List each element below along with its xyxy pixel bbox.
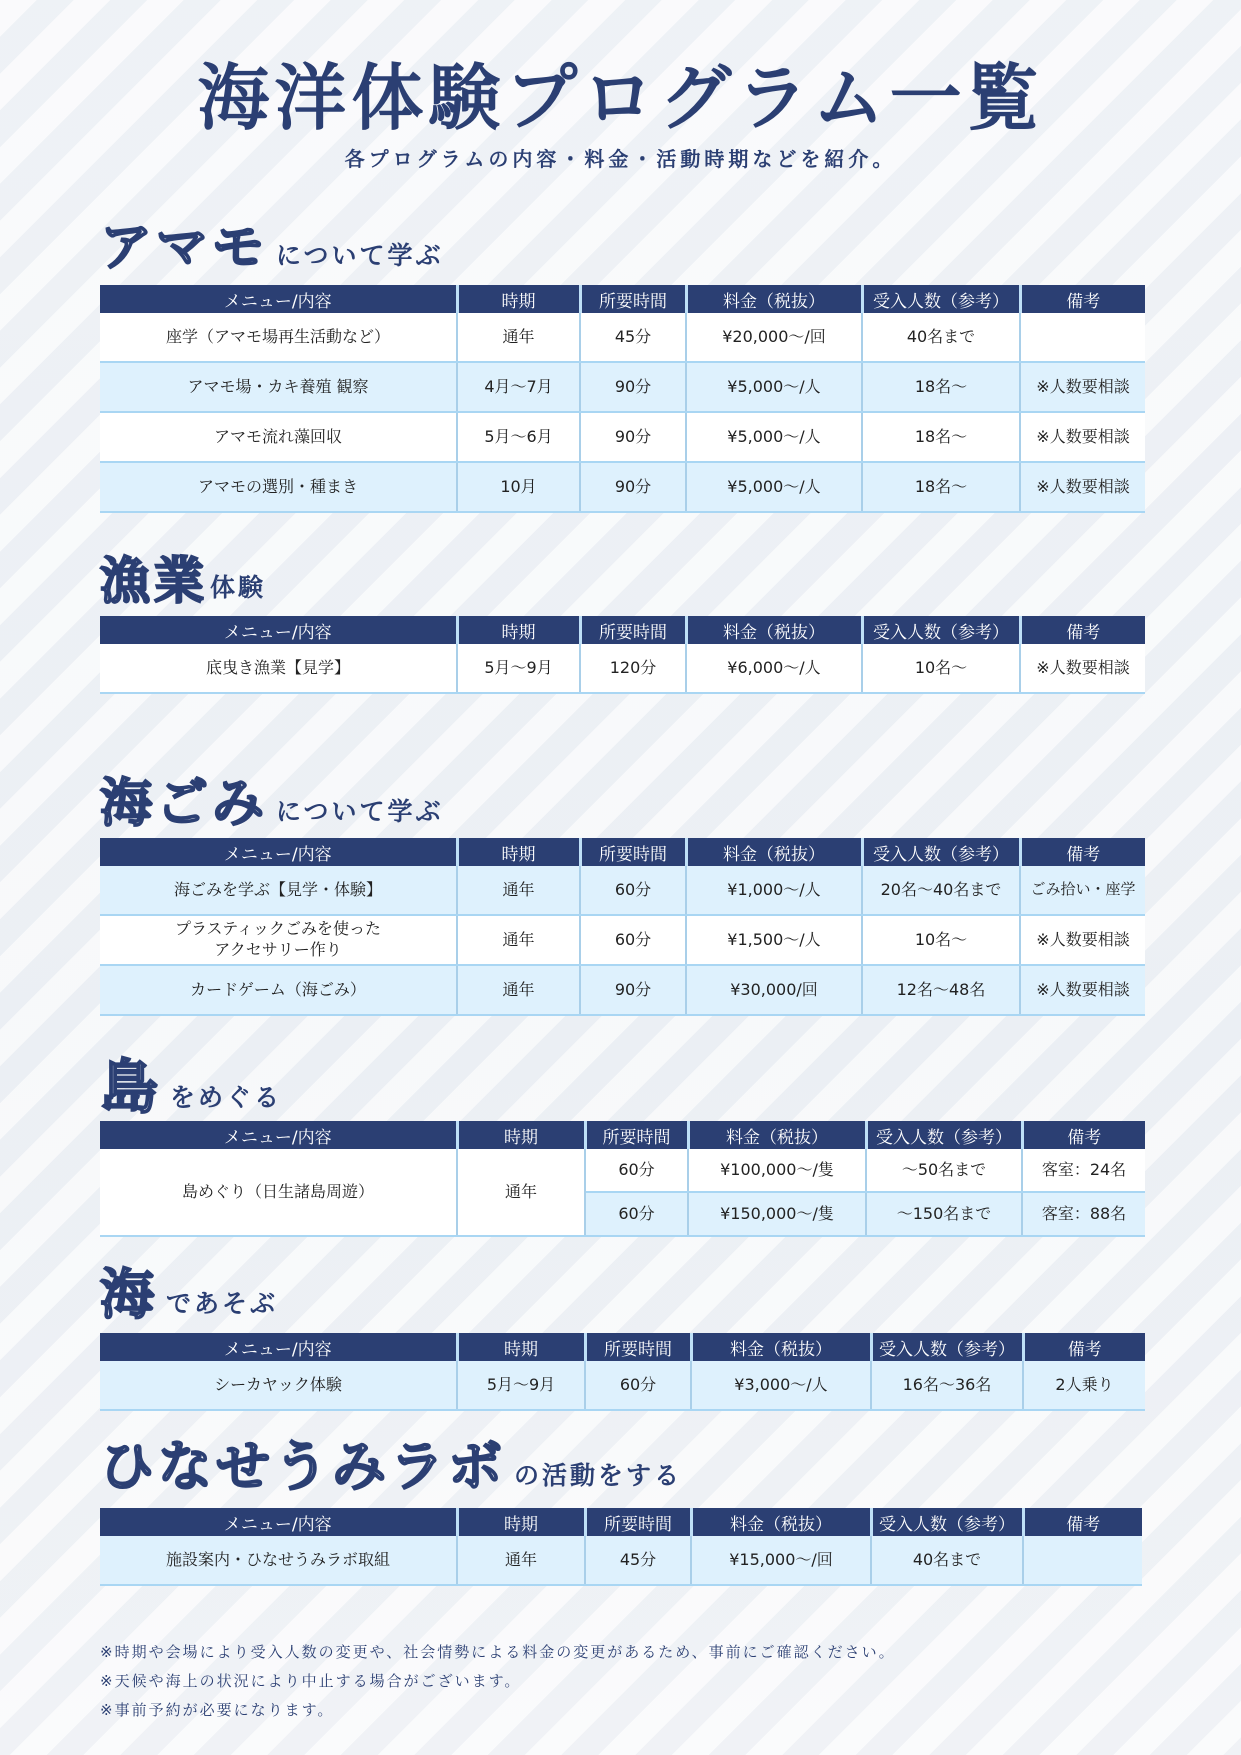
- column-header-period: 時期: [457, 616, 580, 644]
- footnote: ※事前予約が必要になります。: [100, 1701, 335, 1719]
- column-header-notes: 備考: [1020, 616, 1145, 644]
- cell-menu: アマモ場・カキ養殖 観察: [100, 362, 457, 412]
- cell-notes: ※人数要相談: [1020, 412, 1145, 462]
- cell-duration: 60分: [585, 1149, 688, 1192]
- cell-notes: ※人数要相談: [1020, 462, 1145, 512]
- column-header-menu: メニュー/内容: [100, 1508, 457, 1536]
- cell-capacity: 40名まで: [862, 313, 1020, 362]
- program-table-island: [100, 1121, 1145, 1237]
- cell-price: ¥15,000～/回: [691, 1536, 871, 1585]
- cell-notes: [1023, 1536, 1142, 1585]
- cell-price: ¥30,000/回: [686, 965, 862, 1015]
- column-header-notes: 備考: [1020, 285, 1145, 313]
- program-table-amamo: [100, 285, 1145, 513]
- cell-capacity: 20名～40名まで: [862, 866, 1020, 915]
- column-header-price: 料金（税抜）: [688, 1121, 866, 1149]
- column-header-period: 時期: [457, 285, 580, 313]
- column-header-menu: メニュー/内容: [100, 616, 457, 644]
- cell-price: ¥1,000～/人: [686, 866, 862, 915]
- column-header-duration: 所要時間: [585, 1121, 688, 1149]
- cell-menu: カードゲーム（海ごみ）: [100, 965, 457, 1015]
- column-header-price: 料金（税抜）: [691, 1508, 871, 1536]
- cell-duration: 60分: [585, 1192, 688, 1236]
- cell-notes: ごみ拾い・座学: [1020, 866, 1145, 915]
- column-header-duration: 所要時間: [580, 838, 686, 866]
- cell-price: ¥1,500～/人: [686, 915, 862, 965]
- column-header-price: 料金（税抜）: [691, 1333, 871, 1361]
- cell-period: 5月～6月: [457, 412, 580, 462]
- section-heading-sea-play: [100, 1263, 279, 1326]
- section-heading-fishing: [100, 552, 267, 610]
- column-header-capacity: 受入人数（参考）: [866, 1121, 1022, 1149]
- cell-capacity: 16名～36名: [871, 1361, 1023, 1410]
- table-row: [100, 915, 1145, 965]
- section-heading-amamo: [100, 218, 444, 278]
- cell-capacity: 10名～: [862, 915, 1020, 965]
- cell-capacity: 18名～: [862, 362, 1020, 412]
- section-title-main: 漁業: [100, 552, 208, 610]
- cell-price: ¥20,000～/回: [686, 313, 862, 362]
- column-header-menu: メニュー/内容: [100, 1333, 457, 1361]
- cell-notes: [1020, 313, 1145, 362]
- cell-price: ¥5,000～/人: [686, 412, 862, 462]
- cell-capacity: 10名～: [862, 644, 1020, 693]
- section-title-main: 海: [100, 1263, 158, 1326]
- program-table-sea-play: [100, 1333, 1145, 1411]
- cell-period: 通年: [457, 313, 580, 362]
- cell-duration: 45分: [585, 1536, 691, 1585]
- program-table-marine-litter: [100, 838, 1145, 1016]
- table-row: [100, 313, 1145, 362]
- footnote: ※天候や海上の状況により中止する場合がございます。: [100, 1672, 522, 1690]
- section-title-sub: をめぐる: [170, 1083, 283, 1112]
- column-header-menu: メニュー/内容: [100, 1121, 457, 1149]
- cell-notes: ※人数要相談: [1020, 644, 1145, 693]
- column-header-capacity: 受入人数（参考）: [862, 285, 1020, 313]
- program-table-umilab: [100, 1508, 1142, 1586]
- column-header-capacity: 受入人数（参考）: [862, 838, 1020, 866]
- cell-capacity: ～150名まで: [866, 1192, 1022, 1236]
- cell-period: 4月～7月: [457, 362, 580, 412]
- cell-notes: 2人乗り: [1023, 1361, 1145, 1410]
- cell-duration: 90分: [580, 965, 686, 1015]
- cell-period: 通年: [457, 915, 580, 965]
- cell-price: ¥5,000～/人: [686, 362, 862, 412]
- table-row: [100, 362, 1145, 412]
- cell-notes: 客室：88名: [1022, 1192, 1145, 1236]
- column-header-duration: 所要時間: [585, 1333, 691, 1361]
- cell-price: ¥150,000～/隻: [688, 1192, 866, 1236]
- table-row: [100, 965, 1145, 1015]
- column-header-capacity: 受入人数（参考）: [871, 1333, 1023, 1361]
- cell-capacity: 18名～: [862, 462, 1020, 512]
- cell-duration: 90分: [580, 462, 686, 512]
- section-title-main: 島: [100, 1053, 163, 1121]
- column-header-period: 時期: [457, 1121, 585, 1149]
- table-row: [100, 412, 1145, 462]
- cell-price: ¥100,000～/隻: [688, 1149, 866, 1192]
- table-row: [100, 1361, 1145, 1410]
- cell-duration: 90分: [580, 362, 686, 412]
- column-header-duration: 所要時間: [580, 285, 686, 313]
- column-header-period: 時期: [457, 1508, 585, 1536]
- section-title-sub: 体験: [210, 573, 267, 602]
- cell-duration: 60分: [580, 915, 686, 965]
- column-header-notes: 備考: [1023, 1333, 1145, 1361]
- cell-menu: 海ごみを学ぶ【見学・体験】: [100, 866, 457, 915]
- column-header-notes: 備考: [1022, 1121, 1145, 1149]
- section-title-main: 海ごみ: [100, 774, 269, 834]
- cell-menu: 施設案内・ひなせうみラボ取組: [100, 1536, 457, 1585]
- cell-menu: アマモ流れ藻回収: [100, 412, 457, 462]
- footnote: ※時期や会場により受入人数の変更や、社会情勢による料金の変更があるため、事前にご確認ください。: [100, 1643, 896, 1661]
- column-header-menu: メニュー/内容: [100, 285, 457, 313]
- column-header-notes: 備考: [1020, 838, 1145, 866]
- cell-duration: 120分: [580, 644, 686, 693]
- column-header-notes: 備考: [1023, 1508, 1142, 1536]
- cell-price: ¥5,000～/人: [686, 462, 862, 512]
- cell-menu: 底曳き漁業【見学】: [100, 644, 457, 693]
- cell-capacity: 12名～48名: [862, 965, 1020, 1015]
- cell-period: 通年: [457, 965, 580, 1015]
- table-row: [100, 1536, 1142, 1585]
- column-header-capacity: 受入人数（参考）: [871, 1508, 1023, 1536]
- column-header-period: 時期: [457, 838, 580, 866]
- section-heading-marine-litter: [100, 774, 444, 834]
- section-title-sub: の活動をする: [514, 1461, 683, 1490]
- cell-price: ¥6,000～/人: [686, 644, 862, 693]
- column-header-menu: メニュー/内容: [100, 838, 457, 866]
- cell-period: 5月～9月: [457, 1361, 585, 1410]
- column-header-price: 料金（税抜）: [686, 616, 862, 644]
- table-row: [100, 644, 1145, 693]
- cell-duration: 45分: [580, 313, 686, 362]
- cell-notes: 客室：24名: [1022, 1149, 1145, 1192]
- table-row: [100, 1149, 1145, 1192]
- section-title-sub: について学ぶ: [276, 797, 444, 826]
- cell-period: 通年: [457, 1149, 585, 1236]
- cell-menu: 島めぐり（日生諸島周遊）: [100, 1149, 457, 1236]
- page-subtitle: 各プログラムの内容・料金・活動時期などを紹介。: [344, 147, 897, 171]
- cell-duration: 60分: [580, 866, 686, 915]
- cell-capacity: ～50名まで: [866, 1149, 1022, 1192]
- cell-menu: プラスティックごみを使った アクセサリー作り: [100, 915, 457, 965]
- cell-menu: シーカヤック体験: [100, 1361, 457, 1410]
- column-header-duration: 所要時間: [580, 616, 686, 644]
- column-header-price: 料金（税抜）: [686, 285, 862, 313]
- cell-notes: ※人数要相談: [1020, 362, 1145, 412]
- cell-capacity: 18名～: [862, 412, 1020, 462]
- cell-period: 10月: [457, 462, 580, 512]
- program-table-fishing: [100, 616, 1145, 694]
- cell-period: 通年: [457, 866, 580, 915]
- column-header-duration: 所要時間: [585, 1508, 691, 1536]
- section-heading-umilab: [100, 1435, 683, 1498]
- cell-notes: ※人数要相談: [1020, 965, 1145, 1015]
- cell-menu: 座学（アマモ場再生活動など）: [100, 313, 457, 362]
- footnotes: [100, 1638, 896, 1725]
- section-heading-island: [100, 1053, 283, 1121]
- page-title: 海洋体験プログラム一覧: [197, 56, 1044, 140]
- table-row: [100, 866, 1145, 915]
- column-header-capacity: 受入人数（参考）: [862, 616, 1020, 644]
- cell-duration: 90分: [580, 412, 686, 462]
- section-title-main: アマモ: [100, 218, 269, 278]
- section-title-sub: であそぶ: [166, 1289, 279, 1318]
- cell-menu: アマモの選別・種まき: [100, 462, 457, 512]
- cell-period: 通年: [457, 1536, 585, 1585]
- cell-price: ¥3,000～/人: [691, 1361, 871, 1410]
- section-title-main: ひなせうみラボ: [100, 1435, 506, 1498]
- cell-notes: ※人数要相談: [1020, 915, 1145, 965]
- column-header-period: 時期: [457, 1333, 585, 1361]
- cell-duration: 60分: [585, 1361, 691, 1410]
- section-title-sub: について学ぶ: [276, 241, 444, 270]
- cell-period: 5月～9月: [457, 644, 580, 693]
- column-header-price: 料金（税抜）: [686, 838, 862, 866]
- table-row: [100, 462, 1145, 512]
- cell-capacity: 40名まで: [871, 1536, 1023, 1585]
